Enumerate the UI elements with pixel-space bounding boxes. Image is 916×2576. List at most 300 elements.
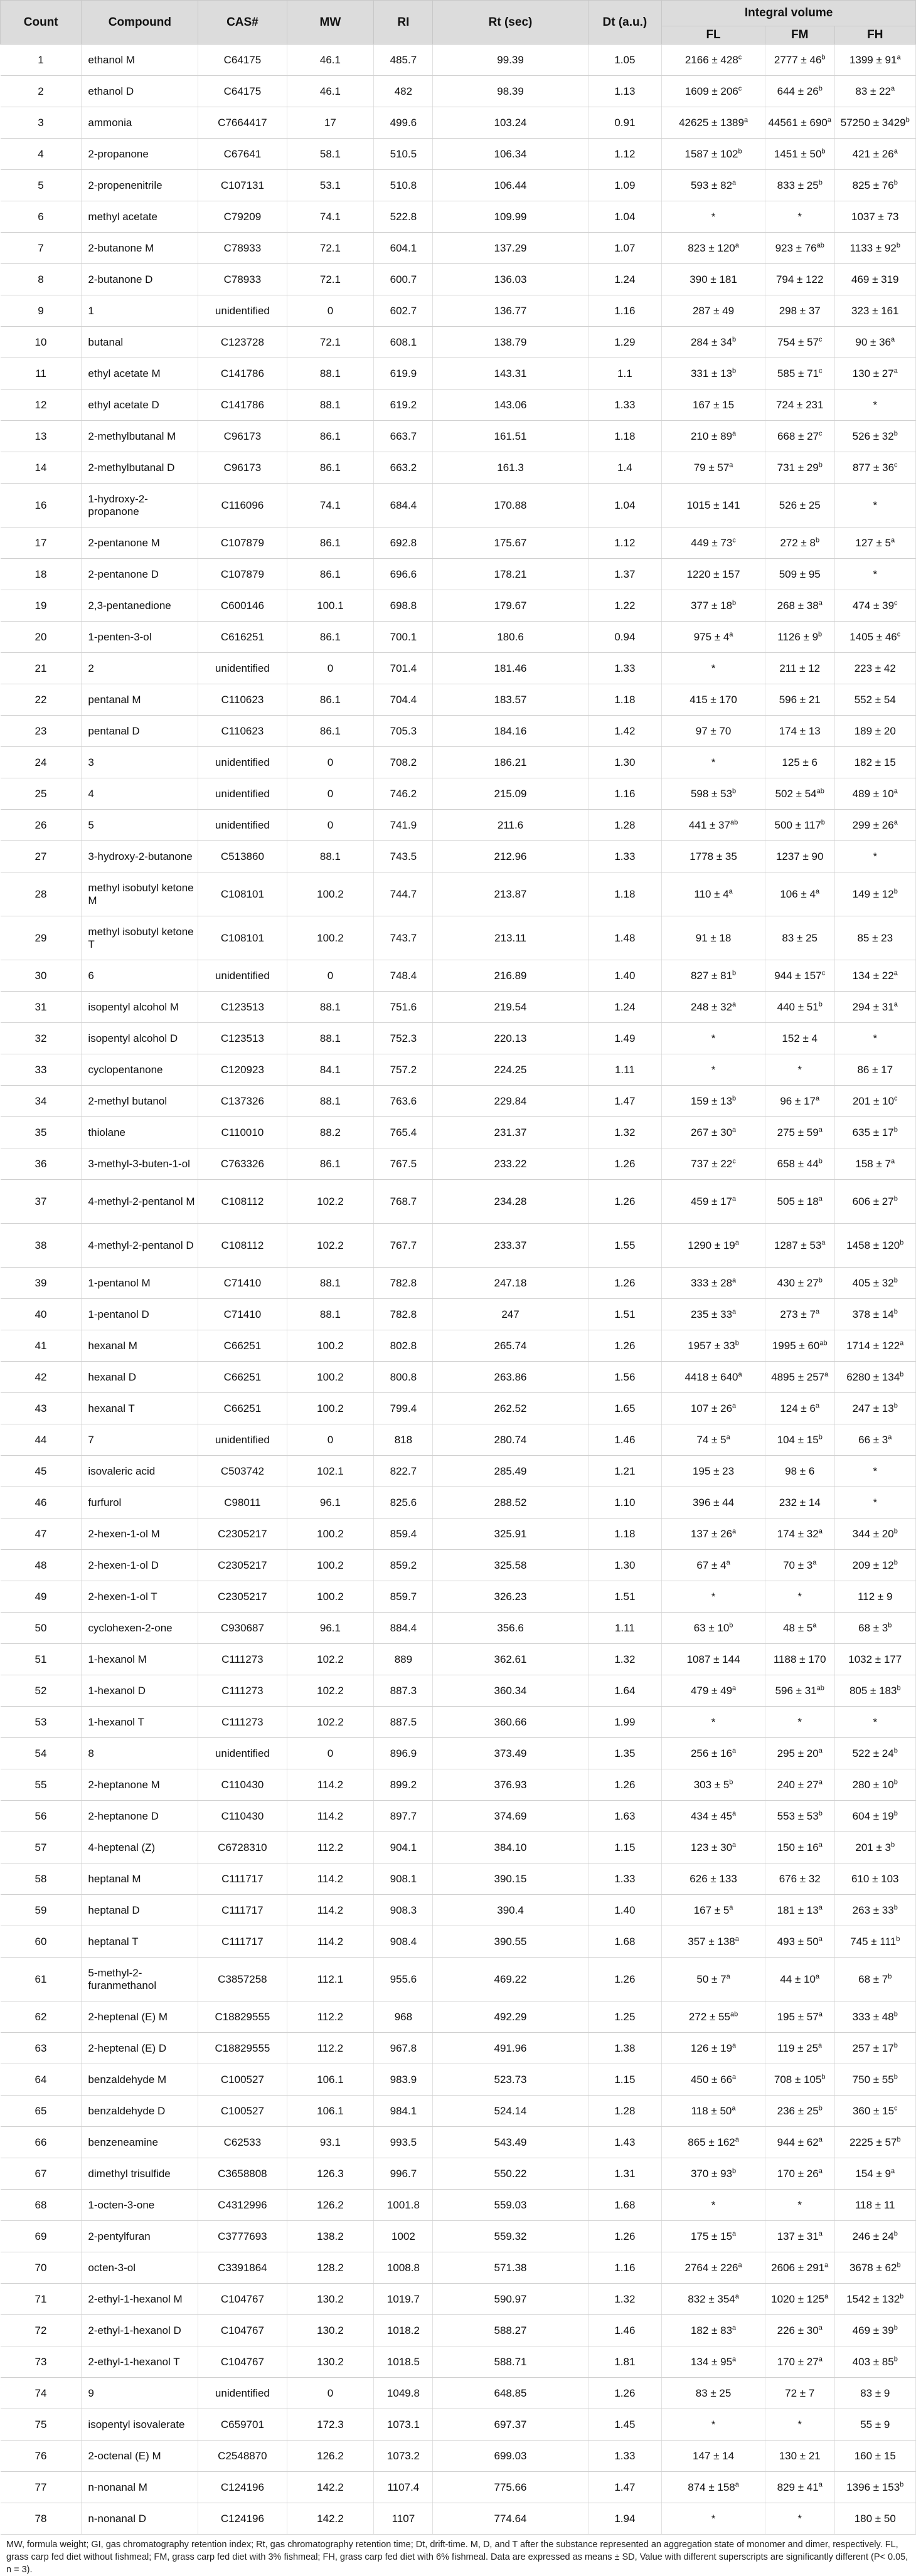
mw-cell-value: 130.2 (317, 2292, 344, 2305)
fl-cell-value: 4418 ± 640 (684, 1370, 738, 1383)
fh-cell-value: 149 ± 12 (852, 888, 894, 900)
header-compound: Compound (82, 1, 198, 45)
fh-cell-value: 189 ± 20 (854, 724, 896, 737)
cas-cell (198, 653, 287, 684)
fm-cell (765, 2284, 834, 2315)
rt-cell (433, 1054, 588, 1086)
table-row (1, 1769, 916, 1801)
mw-cell-value: 72.1 (319, 241, 341, 254)
count-cell (1, 1054, 82, 1086)
ri-cell-value: 904.1 (390, 1841, 417, 1853)
significance-letter: b (893, 429, 898, 437)
rt-cell-value: 231.37 (494, 1126, 527, 1138)
mw-cell (287, 2315, 374, 2346)
significance-letter: c (894, 598, 898, 607)
compound-cell (82, 960, 198, 992)
cas-cell-value: C123513 (220, 1032, 264, 1044)
mw-cell-value: 102.1 (317, 1465, 344, 1477)
table-row (1, 2158, 916, 2190)
rt-cell (433, 1550, 588, 1581)
significance-letter: a (726, 1558, 730, 1566)
mw-cell-value: 112.2 (317, 2042, 344, 2054)
count-cell (1, 1393, 82, 1424)
fl-cell-value: 1290 ± 19 (688, 1239, 735, 1251)
rt-cell (433, 1362, 588, 1393)
rt-cell-value: 588.27 (494, 2324, 527, 2336)
fm-cell-value: 944 ± 157 (774, 969, 822, 982)
rt-cell (433, 1895, 588, 1926)
cas-cell (198, 1299, 287, 1330)
ri-cell-value: 908.1 (390, 1872, 417, 1885)
dt-cell-value: 1.33 (614, 1872, 636, 1885)
significance-letter: b (818, 630, 823, 638)
dt-cell-value: 1.45 (614, 2418, 636, 2430)
count-cell-value: 47 (35, 1527, 47, 1540)
mw-cell (287, 2409, 374, 2441)
fm-cell (765, 1086, 834, 1117)
rt-cell-value: 161.3 (497, 461, 524, 474)
fm-cell-value: 1995 ± 60 (772, 1339, 820, 1352)
ri-cell-value: 744.7 (390, 888, 417, 900)
ri-cell-value: 482 (394, 85, 413, 97)
compound-cell-value: dimethyl trisulfide (88, 2167, 171, 2180)
significance-letter: a (726, 1433, 730, 1441)
compound-cell (82, 1895, 198, 1926)
fh-cell (834, 1268, 915, 1299)
mw-cell (287, 778, 374, 810)
compound-cell-value: methyl acetate (88, 210, 157, 223)
compound-cell (82, 107, 198, 139)
fm-cell-value: * (797, 2418, 802, 2430)
significance-letter: a (732, 1809, 737, 1817)
header-fh: FH (834, 26, 915, 45)
fl-cell-value: 248 ± 32 (690, 1000, 733, 1013)
significance-letter: a (732, 1307, 737, 1315)
mw-cell (287, 1299, 374, 1330)
table-row (1, 2064, 916, 2096)
ri-cell-value: 822.7 (390, 1465, 417, 1477)
fl-cell (662, 1424, 765, 1456)
fl-cell (662, 2441, 765, 2472)
mw-cell-value: 88.1 (319, 850, 341, 862)
rt-cell-value: 376.93 (494, 1778, 527, 1791)
count-cell-value: 26 (35, 819, 47, 831)
ri-cell (374, 1456, 433, 1487)
cas-cell (198, 76, 287, 107)
mw-cell (287, 841, 374, 872)
count-cell (1, 1148, 82, 1180)
fl-cell (662, 1958, 765, 2001)
count-cell (1, 1613, 82, 1644)
significance-letter: b (897, 2135, 901, 2143)
dt-cell-value: 1.68 (614, 1935, 636, 1948)
count-cell-value: 48 (35, 1559, 47, 1571)
fl-cell-value: 370 ± 93 (690, 2167, 733, 2180)
dt-cell-value: 1.32 (614, 2292, 636, 2305)
compound-cell-value: 2-butanone D (88, 273, 153, 285)
compound-cell (82, 1180, 198, 1224)
fm-cell-value: 1188 ± 170 (773, 1653, 826, 1665)
mw-cell (287, 1424, 374, 1456)
fm-cell (765, 2346, 834, 2378)
table-row (1, 201, 916, 233)
fm-cell (765, 916, 834, 960)
fh-cell (834, 1086, 915, 1117)
ri-cell (374, 2378, 433, 2409)
cas-cell (198, 1550, 287, 1581)
dt-cell-value: 1.15 (614, 1841, 636, 1853)
rt-cell-value: 183.57 (494, 693, 527, 706)
dt-cell (588, 1707, 662, 1738)
dt-cell-value: 1.47 (614, 2481, 636, 2493)
significance-letter: a (732, 2041, 737, 2049)
significance-letter: a (893, 968, 898, 977)
fm-cell-value: 596 ± 21 (779, 693, 821, 706)
fm-cell-value: 70 ± 3 (783, 1559, 813, 1571)
count-cell-value: 23 (35, 724, 47, 737)
dt-cell (588, 1926, 662, 1958)
significance-letter: b (893, 1194, 898, 1202)
fh-cell-value: 1405 ± 46 (849, 630, 897, 643)
rt-cell-value: 178.21 (494, 568, 527, 580)
dt-cell-value: 1.04 (614, 499, 636, 511)
cas-cell (198, 295, 287, 327)
compound-cell-value: 4-methyl-2-pentanol D (88, 1239, 194, 1251)
rt-cell-value: 699.03 (494, 2449, 527, 2462)
cas-cell-value: C116096 (221, 499, 264, 511)
mw-cell-value: 0 (327, 756, 334, 768)
rt-cell (433, 45, 588, 76)
rt-cell-value: 285.49 (494, 1465, 527, 1477)
compound-cell-value: benzaldehyde D (88, 2104, 166, 2117)
fl-cell (662, 45, 765, 76)
cas-cell-value: C78933 (223, 273, 262, 285)
rt-cell (433, 264, 588, 295)
significance-letter: a (732, 2072, 737, 2080)
dt-cell-value: 1.26 (614, 1973, 636, 1985)
count-cell-value: 12 (35, 398, 47, 411)
fh-cell (834, 139, 915, 170)
ri-cell (374, 992, 433, 1023)
count-cell (1, 1581, 82, 1613)
cas-cell (198, 2346, 287, 2378)
fh-cell (834, 2472, 915, 2503)
table-row (1, 107, 916, 139)
fm-cell-value: 104 ± 15 (777, 1433, 819, 1446)
significance-letter: b (897, 1683, 901, 1692)
mw-cell (287, 2378, 374, 2409)
cas-cell (198, 747, 287, 778)
dt-cell (588, 622, 662, 653)
fm-cell (765, 1644, 834, 1675)
cas-cell (198, 1180, 287, 1224)
significance-letter: b (818, 460, 823, 469)
mw-cell (287, 139, 374, 170)
count-cell (1, 1926, 82, 1958)
count-cell (1, 1424, 82, 1456)
cas-cell-value: C18829555 (215, 2010, 270, 2023)
rt-cell-value: 491.96 (494, 2042, 527, 2054)
ri-cell (374, 716, 433, 747)
count-cell-value: 27 (35, 850, 47, 862)
compound-cell (82, 327, 198, 358)
significance-letter: b (893, 2229, 898, 2237)
ri-cell (374, 527, 433, 559)
rt-cell-value: 384.10 (494, 1841, 527, 1853)
fh-cell-value: 257 ± 17 (852, 2042, 894, 2054)
compound-cell-value: 2-methylbutanal D (88, 461, 175, 474)
compound-cell-value: ethyl acetate D (88, 398, 159, 411)
ri-cell (374, 107, 433, 139)
count-cell (1, 1863, 82, 1895)
cas-cell-value: C3391864 (218, 2261, 267, 2274)
ri-cell (374, 872, 433, 916)
significance-letter: b (900, 1370, 904, 1378)
dt-cell (588, 1738, 662, 1769)
mw-cell-value: 86.1 (319, 461, 341, 474)
significance-letter: a (732, 1000, 737, 1008)
compound-cell (82, 452, 198, 484)
rt-cell (433, 1148, 588, 1180)
ri-cell (374, 233, 433, 264)
count-cell-value: 59 (35, 1904, 47, 1916)
cas-cell-value: C111273 (221, 1684, 264, 1697)
count-cell-value: 6 (38, 210, 44, 223)
fm-cell (765, 2127, 834, 2158)
count-cell-value: 73 (35, 2355, 47, 2368)
fl-cell (662, 559, 765, 590)
ri-cell (374, 1613, 433, 1644)
fl-cell-value: 2166 ± 428 (684, 53, 738, 66)
mw-cell (287, 421, 374, 452)
dt-cell-value: 1.33 (614, 662, 636, 674)
cas-cell-value: C6728310 (218, 1841, 267, 1853)
cas-cell-value: C123513 (220, 1000, 264, 1013)
dt-cell (588, 2284, 662, 2315)
ri-cell (374, 264, 433, 295)
compound-cell-value: octen-3-ol (88, 2261, 136, 2274)
mw-cell-value: 96.1 (319, 1621, 341, 1634)
ri-cell-value: 955.6 (390, 1973, 417, 1985)
compound-cell (82, 1958, 198, 2001)
compound-cell (82, 170, 198, 201)
ri-cell (374, 1958, 433, 2001)
fm-cell (765, 1456, 834, 1487)
fm-cell-value: 181 ± 13 (777, 1904, 819, 1916)
count-cell-value: 29 (35, 931, 47, 944)
fh-cell-value: 86 ± 17 (857, 1063, 893, 1076)
rt-cell (433, 2315, 588, 2346)
fl-cell-value: 593 ± 82 (690, 179, 733, 191)
mw-cell-value: 142.2 (317, 2481, 344, 2493)
count-cell-value: 57 (35, 1841, 47, 1853)
fl-cell-value: 147 ± 14 (693, 2449, 735, 2462)
compound-cell (82, 1863, 198, 1895)
compound-cell (82, 1268, 198, 1299)
compound-cell (82, 139, 198, 170)
dt-cell-value: 1.99 (614, 1715, 636, 1728)
dt-cell (588, 484, 662, 527)
cas-cell (198, 1738, 287, 1769)
count-cell (1, 960, 82, 992)
cas-cell-value: C100527 (220, 2073, 264, 2086)
ri-cell-value: 510.5 (390, 147, 417, 160)
dt-cell (588, 527, 662, 559)
ri-cell (374, 452, 433, 484)
compound-cell (82, 264, 198, 295)
fh-cell-value: 294 ± 31 (852, 1000, 894, 1013)
compound-cell (82, 684, 198, 716)
fl-cell-value: 195 ± 23 (693, 1465, 735, 1477)
ri-cell (374, 76, 433, 107)
compound-cell-value: 2-ethyl-1-hexanol T (88, 2355, 180, 2368)
cas-cell (198, 2158, 287, 2190)
fm-cell (765, 1487, 834, 1519)
fm-cell-value: 272 ± 8 (780, 536, 816, 549)
count-cell (1, 233, 82, 264)
significance-letter: a (732, 1527, 737, 1535)
significance-letter: a (893, 147, 898, 155)
cas-cell (198, 2096, 287, 2127)
fm-cell (765, 590, 834, 622)
count-cell (1, 139, 82, 170)
cas-cell (198, 1487, 287, 1519)
compound-cell (82, 201, 198, 233)
rt-cell (433, 2472, 588, 2503)
fh-cell-value: 247 ± 13 (852, 1402, 894, 1414)
mw-cell-value: 126.2 (317, 2198, 344, 2211)
table-row (1, 1613, 916, 1644)
fm-cell-value: * (797, 1063, 802, 1076)
cas-cell-value: C67641 (223, 147, 262, 160)
fm-cell (765, 76, 834, 107)
fl-cell (662, 872, 765, 916)
dt-cell-value: 1.56 (614, 1370, 636, 1383)
significance-letter: b (893, 178, 898, 186)
mw-cell (287, 1832, 374, 1863)
ri-cell (374, 960, 433, 992)
ri-cell (374, 841, 433, 872)
significance-letter: b (732, 787, 737, 795)
compound-cell (82, 484, 198, 527)
dt-cell (588, 1801, 662, 1832)
ri-cell (374, 590, 433, 622)
fl-cell (662, 1895, 765, 1926)
fl-cell-value: 1778 ± 35 (690, 850, 737, 862)
fm-cell (765, 1224, 834, 1268)
count-cell-value: 3 (38, 116, 44, 129)
rt-cell-value: 326.23 (494, 1590, 527, 1603)
fh-cell-value: 877 ± 36 (852, 461, 895, 474)
rt-cell-value: 213.87 (494, 888, 527, 900)
ri-cell-value: 767.7 (390, 1239, 417, 1251)
count-cell (1, 778, 82, 810)
dt-cell (588, 327, 662, 358)
compound-cell-value: ethanol D (88, 85, 134, 97)
ri-cell-value: 499.6 (390, 116, 417, 129)
compound-cell-value: hexanal D (88, 1370, 136, 1383)
compound-cell (82, 2346, 198, 2378)
cas-cell-value: C18829555 (215, 2042, 270, 2054)
fl-cell-value: 396 ± 44 (693, 1496, 735, 1508)
ri-cell-value: 967.8 (390, 2042, 417, 2054)
dt-cell-value: 1.07 (614, 241, 636, 254)
fl-cell (662, 2221, 765, 2252)
table-row (1, 559, 916, 590)
compound-cell (82, 1148, 198, 1180)
significance-letter: a (818, 2041, 823, 2049)
dt-cell-value: 1.18 (614, 430, 636, 442)
compound-cell-value: methyl isobutyl ketone T (88, 925, 194, 950)
count-cell-value: 78 (35, 2512, 47, 2525)
count-cell-value: 67 (35, 2167, 47, 2180)
rt-cell-value: 590.97 (494, 2292, 527, 2305)
significance-letter: b (893, 2041, 898, 2049)
rt-cell-value: 136.77 (494, 304, 527, 317)
significance-letter: b (732, 598, 737, 607)
count-cell-value: 75 (35, 2418, 47, 2430)
cas-cell-value: unidentified (215, 304, 270, 317)
count-cell-value: 35 (35, 1126, 47, 1138)
table-row (1, 1519, 916, 1550)
fh-cell (834, 2315, 915, 2346)
significance-letter: b (893, 1527, 898, 1535)
rt-cell-value: 234.28 (494, 1195, 527, 1207)
fm-cell-value: 526 ± 25 (779, 499, 821, 511)
rt-cell-value: 325.91 (494, 1527, 527, 1540)
ri-cell-value: 1019.7 (386, 2292, 420, 2305)
significance-letter: b (905, 115, 910, 124)
count-cell-value: 54 (35, 1747, 47, 1759)
dt-cell-value: 1.13 (614, 85, 636, 97)
mw-cell (287, 1362, 374, 1393)
fl-cell (662, 1117, 765, 1148)
mw-cell (287, 1675, 374, 1707)
significance-letter: b (893, 1401, 898, 1409)
mw-cell-value: 100.2 (317, 1339, 344, 1352)
ri-cell-value: 746.2 (390, 787, 417, 800)
significance-letter: a (812, 1558, 817, 1566)
dt-cell-value: 1.16 (614, 787, 636, 800)
compound-cell (82, 2252, 198, 2284)
dt-cell-value: 1.26 (614, 1778, 636, 1791)
table-row (1, 810, 916, 841)
compound-cell (82, 1299, 198, 1330)
ri-cell-value: 604.1 (390, 241, 417, 254)
fh-cell-value: 604 ± 19 (852, 1810, 894, 1822)
compound-cell (82, 1644, 198, 1675)
fm-cell-value: 4895 ± 257 (771, 1370, 825, 1383)
ri-cell (374, 684, 433, 716)
mw-cell (287, 484, 374, 527)
cas-cell (198, 1644, 287, 1675)
significance-letter: a (888, 1433, 892, 1441)
table-row (1, 1148, 916, 1180)
significance-letter: a (893, 366, 898, 374)
fh-cell-value: 90 ± 36 (855, 336, 891, 348)
significance-letter: c (897, 630, 901, 638)
significance-letter: ab (730, 2010, 738, 2018)
dt-cell-value: 1.16 (614, 2261, 636, 2274)
table-row (1, 2127, 916, 2158)
cas-cell-value: C3658808 (218, 2167, 267, 2180)
significance-letter: c (732, 1157, 736, 1165)
fh-cell (834, 1832, 915, 1863)
compound-cell-value: heptanal T (88, 1935, 139, 1948)
fm-cell (765, 1023, 834, 1054)
ri-cell-value: 1018.5 (386, 2355, 420, 2368)
significance-letter: b (821, 818, 825, 826)
